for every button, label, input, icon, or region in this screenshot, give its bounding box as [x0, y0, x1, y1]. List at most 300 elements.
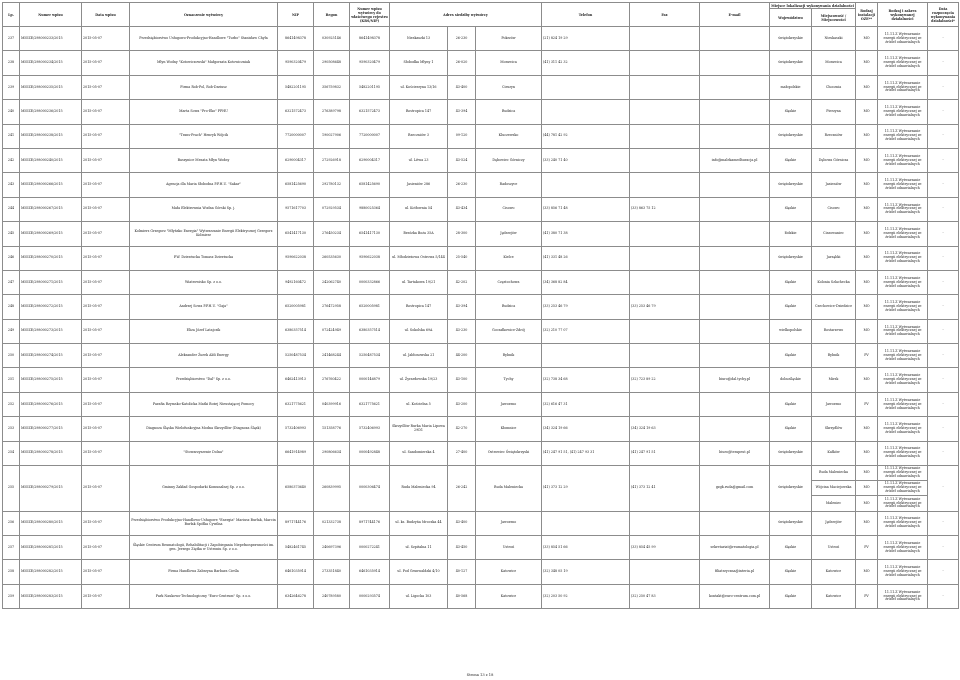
cell-kod: 43-230 — [448, 319, 476, 343]
cell-miasto: Częstochowa — [476, 270, 542, 294]
cell-tel: (41) 373 12 29 — [542, 466, 630, 512]
cell-kod: 40-127 — [448, 560, 476, 584]
cell-fax — [630, 222, 700, 246]
cell-data: 2015-05-07 — [82, 560, 130, 584]
cell-nr: MIOZE/298000271/2015 — [20, 270, 82, 294]
cell-email — [700, 511, 770, 535]
cell-kod: 43-450 — [448, 535, 476, 559]
cell-data: 2015-05-07 — [82, 27, 130, 51]
cell-ulica: ul. Sandomierska 4 — [390, 441, 448, 465]
cell-miejsc: Katowice — [812, 584, 856, 608]
cell-moc: PV — [856, 392, 878, 416]
cell-miasto: Pokrzów — [476, 27, 542, 51]
cell-regon: 273351840 — [314, 560, 350, 584]
cell-miejsc: Ruda Maleniecka — [812, 466, 856, 481]
cell-krs: 0000306474 — [350, 466, 390, 512]
cell-krs: 5250487534 — [350, 344, 390, 368]
table-row — [3, 148, 959, 172]
cell-data: 2015-05-07 — [82, 197, 130, 221]
cell-data: 2015-05-07 — [82, 148, 130, 172]
cell-fax — [630, 392, 700, 416]
cell-moc: MO — [856, 173, 878, 197]
cell-regon: 276450234 — [314, 222, 350, 246]
cell-zakres: 11.11.Z Wytwarzanie energii elektrycznej ze źródeł odnawialnych — [878, 417, 928, 441]
cell-data: 2015-05-07 — [82, 51, 130, 75]
cell-email: filiatrzyczna@interia.pl — [700, 560, 770, 584]
cell-rozp: - — [928, 466, 959, 512]
cell-regon: 030925146 — [314, 27, 350, 51]
header-nr: Numer wpisu — [20, 3, 82, 27]
cell-miasto: Rudzica — [476, 100, 542, 124]
table-row — [3, 319, 959, 343]
cell-tel: (41) 311 42 32 — [542, 51, 630, 75]
cell-rozp: - — [928, 392, 959, 416]
cell-nazwa: Aleksander Żurek Aldi Energy — [130, 344, 278, 368]
cell-tel: (41) 331 48 26 — [542, 246, 630, 270]
cell-rozp: - — [928, 51, 959, 75]
cell-regon: 272926918 — [314, 148, 350, 172]
cell-nr: MIOZE/298000280/2015 — [20, 511, 82, 535]
cell-ulica: Rzeczniów 3 — [390, 124, 448, 148]
cell-email: biuro@dal.tychy.pl — [700, 368, 770, 392]
cell-woj: świętokrzyskie — [770, 124, 812, 148]
cell-data: 2015-05-07 — [82, 368, 130, 392]
cell-moc: MO — [856, 75, 878, 99]
cell-miejsc: Pierzyna — [812, 100, 856, 124]
cell-data: 2015-05-07 — [82, 295, 130, 319]
cell-miejsc: Skrzydlów — [812, 417, 856, 441]
cell-nip: 6541417130 — [278, 222, 314, 246]
cell-zakres: 11.11.Z Wytwarzanie energii elektrycznej ze źródeł odnawialnych — [878, 270, 928, 294]
cell-ulica: ul. ks. Budzyńa Mroczka 44 — [390, 511, 448, 535]
cell-nip: 6380357514 — [278, 319, 314, 343]
cell-nip: 6321572473 — [278, 100, 314, 124]
cell-data: 2015-05-07 — [82, 344, 130, 368]
cell-regon: 356759832 — [314, 75, 350, 99]
cell-krs: 7720000007 — [350, 124, 390, 148]
cell-email — [700, 75, 770, 99]
table-row — [3, 560, 959, 584]
cell-fax — [630, 100, 700, 124]
cell-miasto: Jaworzno — [476, 511, 542, 535]
cell-moc: MO — [856, 481, 878, 496]
cell-zakres: 11.11.Z Wytwarzanie energii elektrycznej ze źródeł odnawialnych — [878, 319, 928, 343]
cell-zakres: 11.11.Z Wytwarzanie energii elektrycznej ze źródeł odnawialnych — [878, 496, 928, 511]
header-regon: Regon — [314, 3, 350, 27]
cell-lp: 245 — [3, 222, 20, 246]
header-moc: Rodzaj instalacji OZE** — [856, 3, 878, 27]
cell-regon: 151358776 — [314, 417, 350, 441]
cell-nr: MIOZE/298000238/2015 — [20, 124, 82, 148]
cell-ulica: Brzózka Boża 35A — [390, 222, 448, 246]
cell-rozp: - — [928, 222, 959, 246]
cell-nr: MIOZE/298000283/2015 — [20, 584, 82, 608]
cell-data: 2015-05-07 — [82, 75, 130, 99]
cell-nazwa: Wiatrowisko Sp. z o.o. — [130, 270, 278, 294]
cell-nazwa: Śląskie Centrum Reumatologii, Rehabilitacji i Zapobiegania Niepełnosprawności im. gen. Jerzego Ziętka w Ustroniu Sp. z o.o. — [130, 535, 278, 559]
cell-zakres: 11.11.Z Wytwarzanie energii elektrycznej ze źródeł odnawialnych — [878, 441, 928, 465]
register-table — [2, 2, 959, 609]
cell-fax: (41) 373 12 41 — [630, 466, 700, 512]
cell-zakres: 11.11.Z Wytwarzanie energii elektrycznej ze źródeł odnawialnych — [878, 481, 928, 496]
cell-ulica: Rostropica 147 — [390, 295, 448, 319]
cell-krs: 6461035914 — [350, 560, 390, 584]
cell-krs: 9590622038 — [350, 246, 390, 270]
cell-nr: MIOZE/298000270/2015 — [20, 246, 82, 270]
cell-rozp: - — [928, 124, 959, 148]
header-krs: Numer wpisu wytwórcy do właściwego rejestru (KRS/NIP) — [350, 3, 390, 27]
header-woj: Województwo — [770, 9, 812, 27]
cell-krs: 0000293574 — [350, 584, 390, 608]
cell-regon: 241468244 — [314, 344, 350, 368]
cell-tel — [542, 75, 630, 99]
cell-data: 2015-05-07 — [82, 584, 130, 608]
cell-tel: (34) 368 82 84 — [542, 270, 630, 294]
cell-zakres: 11.11.Z Wytwarzanie energii elektrycznej ze źródeł odnawialnych — [878, 511, 928, 535]
table-row — [3, 124, 959, 148]
cell-ulica: Jasieniów 286 — [390, 173, 448, 197]
cell-nazwa: P.W. Dzierżucka Tomasz Dzierżucka — [130, 246, 278, 270]
cell-nip: 6641914989 — [278, 441, 314, 465]
cell-fax — [630, 75, 700, 99]
cell-krs: 6290004317 — [350, 148, 390, 172]
cell-woj: śląskie — [770, 295, 812, 319]
cell-lp: 256 — [3, 511, 20, 535]
header-nip: NIP — [278, 3, 314, 27]
table-row — [3, 344, 959, 368]
cell-miejsc: Ustroń — [812, 535, 856, 559]
cell-nip: 8641498378 — [278, 27, 314, 51]
cell-tel: (33) 240 71 40 — [542, 148, 630, 172]
cell-regon: 242062740 — [314, 270, 350, 294]
cell-miasto: Rudzica — [476, 295, 542, 319]
cell-krs: 6380357514 — [350, 319, 390, 343]
cell-moc: MO — [856, 124, 878, 148]
cell-nip: 6581425690 — [278, 173, 314, 197]
cell-miejsc: Rzeczniów — [812, 124, 856, 148]
cell-email — [700, 270, 770, 294]
table-row — [3, 100, 959, 124]
cell-zakres: 11.11.Z Wytwarzanie energii elektrycznej ze źródeł odnawialnych — [878, 535, 928, 559]
cell-ulica: ul. Szpitalna 11 — [390, 535, 448, 559]
cell-woj: śląskie — [770, 197, 812, 221]
cell-data: 2015-05-07 — [82, 246, 130, 270]
cell-zakres: 11.11.Z Wytwarzanie energii elektrycznej ze źródeł odnawialnych — [878, 124, 928, 148]
cell-nr: MIOZE/298000266/2015 — [20, 173, 82, 197]
cell-zakres: 11.11.Z Wytwarzanie energii elektrycznej ze źródeł odnawialnych — [878, 560, 928, 584]
cell-nr: MIOZE/298000233/2015 — [20, 27, 82, 51]
table-header — [3, 3, 959, 27]
cell-fax: (33) 854 45 99 — [630, 535, 700, 559]
cell-lp: 250 — [3, 344, 20, 368]
cell-regon: 240697396 — [314, 535, 350, 559]
cell-kod: 43-524 — [448, 148, 476, 172]
cell-tel: (33) 253 46 79 — [542, 295, 630, 319]
cell-moc: MO — [856, 148, 878, 172]
table-row — [3, 246, 959, 270]
cell-rozp: - — [928, 511, 959, 535]
cell-rozp: - — [928, 173, 959, 197]
cell-nazwa: Przedsiębiorstwo Produkcyjno-Handlowo-Usługowe "Energia" Mariusz Burłak, Marcin Burłak Spółka Cywilna — [130, 511, 278, 535]
cell-miasto: Ostrowiec Świętokrzyski — [476, 441, 542, 465]
cell-moc: PV — [856, 535, 878, 559]
cell-zakres: 11.11.Z Wytwarzanie energii elektrycznej ze źródeł odnawialnych — [878, 222, 928, 246]
cell-ulica: Skrzydlów Rurka Maria Lipowa 29D1 — [390, 417, 448, 441]
cell-kod: 26-242 — [448, 466, 476, 512]
cell-woj: świętokrzyskie — [770, 51, 812, 75]
cell-ulica: Słobodka Młyny 1 — [390, 51, 448, 75]
cell-lp: 238 — [3, 51, 20, 75]
cell-zakres: 11.11.Z Wytwarzanie energii elektrycznej ze źródeł odnawialnych — [878, 344, 928, 368]
cell-nazwa: "Stowarzyszenie Dolna" — [130, 441, 278, 465]
cell-fax — [630, 319, 700, 343]
cell-krs: 6520005981 — [350, 295, 390, 319]
cell-kod: 43-434 — [448, 197, 476, 221]
cell-nazwa: "Trans-Prach" Henryk Wójcik — [130, 124, 278, 148]
cell-tel: (32) 203 50 92 — [542, 584, 630, 608]
cell-miasto: Radoszyce — [476, 173, 542, 197]
cell-woj: świętokrzyskie — [770, 27, 812, 51]
cell-fax: (33) 863 75 12 — [630, 197, 700, 221]
cell-moc: MO — [856, 560, 878, 584]
cell-woj: śląskie — [770, 584, 812, 608]
table-row — [3, 392, 959, 416]
cell-kod: 09-120 — [448, 124, 476, 148]
cell-nazwa: Parafia Rzymsko-Katolicka Matki Bożej Nieustającej Pomocy — [130, 392, 278, 416]
cell-rozp: - — [928, 197, 959, 221]
cell-zakres: 11.11.Z Wytwarzanie energii elektrycznej ze źródeł odnawialnych — [878, 27, 928, 51]
cell-lp: 252 — [3, 392, 20, 416]
cell-nazwa: Młyn Wodny "Kotowiczowski" Małgorzata Kotowiczniak — [130, 51, 278, 75]
cell-miejsc: Jędrzejów — [812, 511, 856, 535]
cell-fax: (41) 247 91 51 — [630, 441, 700, 465]
table-row — [3, 368, 959, 392]
cell-kod: 26-230 — [448, 27, 476, 51]
cell-email — [700, 246, 770, 270]
cell-miasto: Cieszyn — [476, 75, 542, 99]
cell-ulica: ul. Żyrardowska 19/23 — [390, 368, 448, 392]
cell-rozp: - — [928, 584, 959, 608]
cell-email: gzgk.ruda@gmail.com — [700, 466, 770, 512]
cell-fax: (33) 253 46 79 — [630, 295, 700, 319]
cell-nip: 6462413913 — [278, 368, 314, 392]
cell-zakres: 11.11.Z Wytwarzanie energii elektrycznej ze źródeł odnawialnych — [878, 466, 928, 481]
cell-ulica: Ruda Maleniecka 94 — [390, 466, 448, 512]
cell-woj: śląskie — [770, 270, 812, 294]
cell-regon: 260535630 — [314, 246, 350, 270]
cell-nazwa: Agencja dla Maria Słobodna P.P.H.U. "Sakar" — [130, 173, 278, 197]
cell-lp: 247 — [3, 270, 20, 294]
cell-zakres: 11.11.Z Wytwarzanie energii elektrycznej ze źródeł odnawialnych — [878, 51, 928, 75]
cell-nip: 9590320479 — [278, 51, 314, 75]
cell-miasto: Morawica — [476, 51, 542, 75]
cell-tel: (41) 380 71 38 — [542, 222, 630, 246]
cell-miejsc: Ciszowaniec — [812, 222, 856, 246]
header-tel: Telefon — [542, 3, 630, 27]
cell-lp: 243 — [3, 173, 20, 197]
cell-woj: śląskie — [770, 535, 812, 559]
cell-regon: 290508648 — [314, 51, 350, 75]
cell-rozp: - — [928, 535, 959, 559]
cell-regon: 290806634 — [314, 441, 350, 465]
cell-miejsc: Dębowa Górnicza — [812, 148, 856, 172]
cell-kod: 44-200 — [448, 344, 476, 368]
cell-fax — [630, 124, 700, 148]
cell-nazwa: Kolmierz Grzegorz "Młyńsko Energia" Wytwarzanie Energii Elektrycznej Grzegorz Kolmierz — [130, 222, 278, 246]
table-row — [3, 466, 959, 481]
cell-email — [700, 124, 770, 148]
cell-ulica: ul. Tartakowa 19/21 — [390, 270, 448, 294]
cell-moc: PV — [856, 344, 878, 368]
cell-email — [700, 295, 770, 319]
cell-fax — [630, 344, 700, 368]
cell-krs: 6541417130 — [350, 222, 390, 246]
cell-nr: MIOZE/298000236/2015 — [20, 100, 82, 124]
cell-miasto: Kłomnice — [476, 417, 542, 441]
cell-nr: MIOZE/298000240/2015 — [20, 148, 82, 172]
cell-krs: 5482201195 — [350, 75, 390, 99]
header-email: E-mail — [700, 3, 770, 27]
cell-nip: 9590622038 — [278, 246, 314, 270]
cell-nr: MIOZE/298000235/2015 — [20, 75, 82, 99]
cell-nr: MIOZE/298000269/2015 — [20, 222, 82, 246]
cell-ulica: ul. Pod Grunwaldzki 4/10 — [390, 560, 448, 584]
cell-miejsc: Kałków — [812, 441, 856, 465]
cell-nip: 7720000007 — [278, 124, 314, 148]
header-zakres: Rodzaj i zakres wykonywanej działalności — [878, 3, 928, 27]
cell-nr: MIOZE/298000234/2015 — [20, 51, 82, 75]
cell-nazwa: Diagnoza Śląska Wielofunkcyjna Modna Skrzydlów (Diagnoza Śląsk) — [130, 417, 278, 441]
cell-nazwa: Mała Elektrownia Wodna Górski Sp. j. — [130, 197, 278, 221]
cell-email — [700, 392, 770, 416]
cell-miasto: Katowice — [476, 584, 542, 608]
cell-regon: 190027906 — [314, 124, 350, 148]
cell-ulica: ul. Ligocka 103 — [390, 584, 448, 608]
table-row — [3, 441, 959, 465]
table-row — [3, 27, 959, 51]
table-row — [3, 222, 959, 246]
header-adres: Adres siedziby wytwórcy — [390, 3, 542, 27]
cell-zakres: 11.11.Z Wytwarzanie energii elektrycznej ze źródeł odnawialnych — [878, 197, 928, 221]
cell-miejsc: Nieskaszki — [812, 27, 856, 51]
cell-rozp: - — [928, 148, 959, 172]
cell-miejsc: Wójcina Maciejowska — [812, 481, 856, 496]
cell-regon: 040399916 — [314, 392, 350, 416]
cell-lp: 239 — [3, 75, 20, 99]
cell-miasto: Ruda Maleniecka — [476, 466, 542, 512]
cell-fax — [630, 270, 700, 294]
cell-lp: 249 — [3, 319, 20, 343]
cell-woj: dolnośląskie — [770, 368, 812, 392]
cell-woj: śląskie — [770, 560, 812, 584]
cell-krs: 6321572473 — [350, 100, 390, 124]
cell-email — [700, 417, 770, 441]
cell-zakres: 11.11.Z Wytwarzanie energii elektrycznej ze źródeł odnawialnych — [878, 100, 928, 124]
cell-krs: 0000332866 — [350, 270, 390, 294]
cell-nr: MIOZE/298000272/2015 — [20, 295, 82, 319]
cell-tel: (32) 348 05 19 — [542, 560, 630, 584]
cell-nr: MIOZE/298000281/2015 — [20, 535, 82, 559]
cell-data: 2015-05-07 — [82, 319, 130, 343]
cell-regon: 240789580 — [314, 584, 350, 608]
table-row — [3, 535, 959, 559]
cell-nip: 5482461745 — [278, 535, 314, 559]
cell-miejsc: Chocznia — [812, 75, 856, 99]
cell-miejsc: Rostarzewo — [812, 319, 856, 343]
cell-email — [700, 173, 770, 197]
cell-tel: (33) 856 71 48 — [542, 197, 630, 221]
cell-woj: śląskie — [770, 148, 812, 172]
cell-moc: MO — [856, 295, 878, 319]
cell-moc: MO — [856, 319, 878, 343]
cell-nip: 6321775621 — [278, 392, 314, 416]
cell-email — [700, 222, 770, 246]
cell-miasto: Kielce — [476, 246, 542, 270]
cell-data: 2015-05-07 — [82, 535, 130, 559]
cell-nr: MIOZE/298000276/2015 — [20, 392, 82, 416]
cell-miasto: Katowice — [476, 560, 542, 584]
cell-tel: (32) 738 34 68 — [542, 368, 630, 392]
cell-kod: 26-230 — [448, 173, 476, 197]
cell-nip: 5732406993 — [278, 417, 314, 441]
cell-email: sekretariat@reumatologia.pl — [700, 535, 770, 559]
header-rozp: Data rozpoczęcia wykonywania działalności* — [928, 3, 959, 27]
cell-lp: 257 — [3, 535, 20, 559]
cell-ulica: Rostropica 147 — [390, 100, 448, 124]
cell-miejsc: Morawica — [812, 51, 856, 75]
cell-miasto: Goczałkowice-Zdrój — [476, 319, 542, 343]
cell-miasto: Ustroń — [476, 535, 542, 559]
cell-moc: MO — [856, 222, 878, 246]
cell-kod: 40-568 — [448, 584, 476, 608]
cell-zakres: 11.11.Z Wytwarzanie energii elektrycznej ze źródeł odnawialnych — [878, 392, 928, 416]
cell-moc: MO — [856, 441, 878, 465]
cell-regon: 276472958 — [314, 295, 350, 319]
cell-moc: MO — [856, 100, 878, 124]
cell-miasto: Jaworzno — [476, 392, 542, 416]
cell-nr: MIOZE/298000279/2015 — [20, 466, 82, 512]
cell-tel: (32) 616 47 31 — [542, 392, 630, 416]
cell-woj: małopolskie — [770, 75, 812, 99]
cell-rozp: - — [928, 319, 959, 343]
cell-email — [700, 100, 770, 124]
cell-rozp: - — [928, 75, 959, 99]
cell-woj: świętokrzyskie — [770, 466, 812, 512]
cell-woj: świętokrzyskie — [770, 246, 812, 270]
cell-data: 2015-05-07 — [82, 417, 130, 441]
cell-rozp: - — [928, 246, 959, 270]
cell-moc: MO — [856, 511, 878, 535]
cell-lp: 242 — [3, 148, 20, 172]
cell-nip: 9492160472 — [278, 270, 314, 294]
cell-tel: (21) 824 19 29 — [542, 27, 630, 51]
cell-kod: 27-400 — [448, 441, 476, 465]
header-data: Data wpisu — [82, 3, 130, 27]
cell-data: 2015-05-07 — [82, 270, 130, 294]
cell-woj: śląskie — [770, 417, 812, 441]
cell-woj: śląskie — [770, 100, 812, 124]
cell-krs: 9590320479 — [350, 51, 390, 75]
cell-regon: 072424949 — [314, 319, 350, 343]
cell-email: kontakt@euro-centrum.com.pl — [700, 584, 770, 608]
cell-data: 2015-05-07 — [82, 222, 130, 246]
cell-miejsc: Mirsk — [812, 368, 856, 392]
cell-ulica: Nieskaszki 13 — [390, 27, 448, 51]
cell-tel — [542, 100, 630, 124]
cell-rozp: - — [928, 344, 959, 368]
table-row — [3, 417, 959, 441]
cell-nr: MIOZE/298000275/2015 — [20, 368, 82, 392]
